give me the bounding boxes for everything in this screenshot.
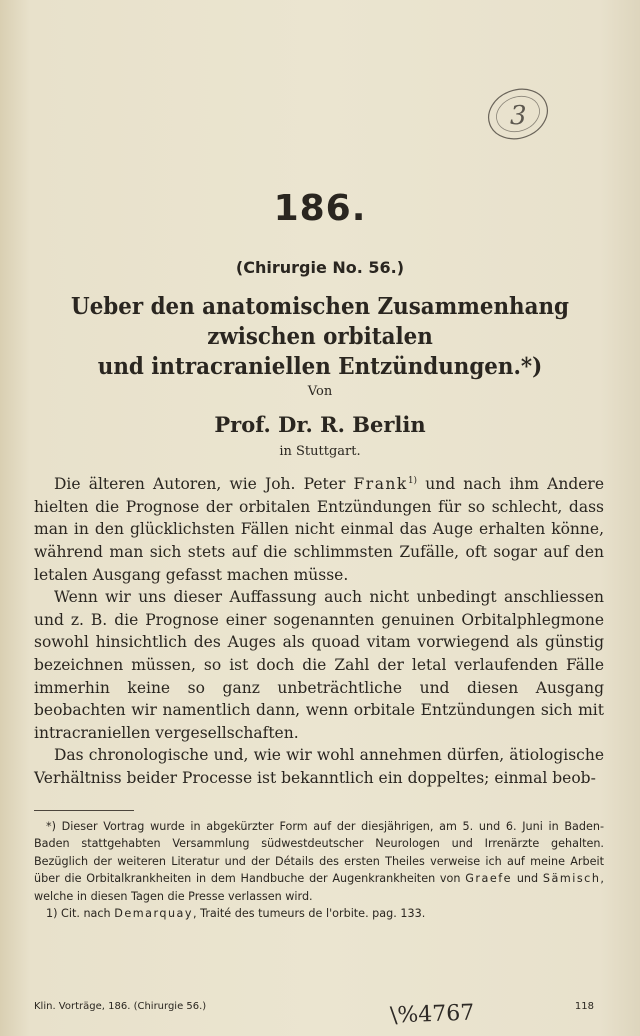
title-line-2: und intracraniellen Entzündungen.*) (97, 353, 543, 380)
footnote-2: 1) Cit. nach Demarquay, Traité des tumeurs de l'orbite. pag. 133. (46, 907, 426, 921)
paragraph-1: Die älteren Autoren, wie Joh. Peter Frank$^{1)}$ und nach ihm Andere hielten die Prognose der orbitalen Entzündungen für so schlecht, dass man in den glücklichsten Fällen nicht einmal das Auge erhalten könne, während man sich stets auf die schlimmsten Zufälle, oft sogar auf den letalen Ausgang gefasst machen müsse. (34, 475, 604, 584)
series-label: (Chirurgie No. 56.) (235, 258, 405, 277)
series-reference: Klin. Vorträge, 186. (Chirurgie 56.) (34, 1001, 207, 1012)
signature-line (34, 1001, 594, 1012)
pencil-shelfmark: \%4767 (389, 1000, 475, 1029)
sheet-number: 118 (574, 1001, 594, 1012)
issue-number: 186. (273, 188, 367, 229)
article-title (41, 292, 599, 382)
paragraph-2: Wenn wir uns dieser Auffassung auch nicht unbedingt anschliessen und z. B. die Prognose einer sogenannten genuinen Orbitalphlegmone sowohl hinsichtlich des Auges als quoad vitam vorwiegend als günstig bezeichnen müssen, so ist doch die Zahl der letal verlaufenden Fälle immerhin keine so ganz unbeträchtliche und diesen Ausgang beobachten wir namentlich dann, wenn orbitale Entzündungen sich mit intracraniellen vergesellschaften. (34, 588, 604, 742)
library-stamp-icon (470, 78, 560, 148)
footnote-1: *) Dieser Vortrag wurde in abgekürzter Form auf der diesjährigen, am 5. und 6. Juni in Baden-Baden stattgehabten Versammlung südwestdeutscher Neurologen und Irrenärzte gehalten. Bezüglich der weiteren Literatur und der Détails des ersten Theiles verweise ich auf meine Arbeit über die Orbitalkrankheiten in dem Handbuche der Augenkrankheiten von Graefe und Sämisch, welche in diesen Tagen die Presse verlassen wird. (34, 820, 604, 903)
body-text (34, 470, 604, 789)
title-line-1: Ueber den anatomischen Zusammenhang zwischen orbitalen (71, 293, 569, 350)
footnote-marker: 1) (407, 476, 418, 486)
author-name: Prof. Dr. R. Berlin (214, 412, 426, 437)
footnotes (34, 818, 604, 922)
footnote-divider (34, 810, 134, 811)
paragraph-3: Das chronologische und, wie wir wohl annehmen dürfen, ätiologische Verhältniss beider Processe ist bekanntlich ein doppeltes; einmal beob- (34, 746, 604, 787)
stamp-mark: 3 (510, 101, 527, 131)
author-location: in Stuttgart. (279, 444, 361, 459)
cited-author: Frank (353, 475, 408, 494)
by-label: Von (307, 384, 333, 399)
